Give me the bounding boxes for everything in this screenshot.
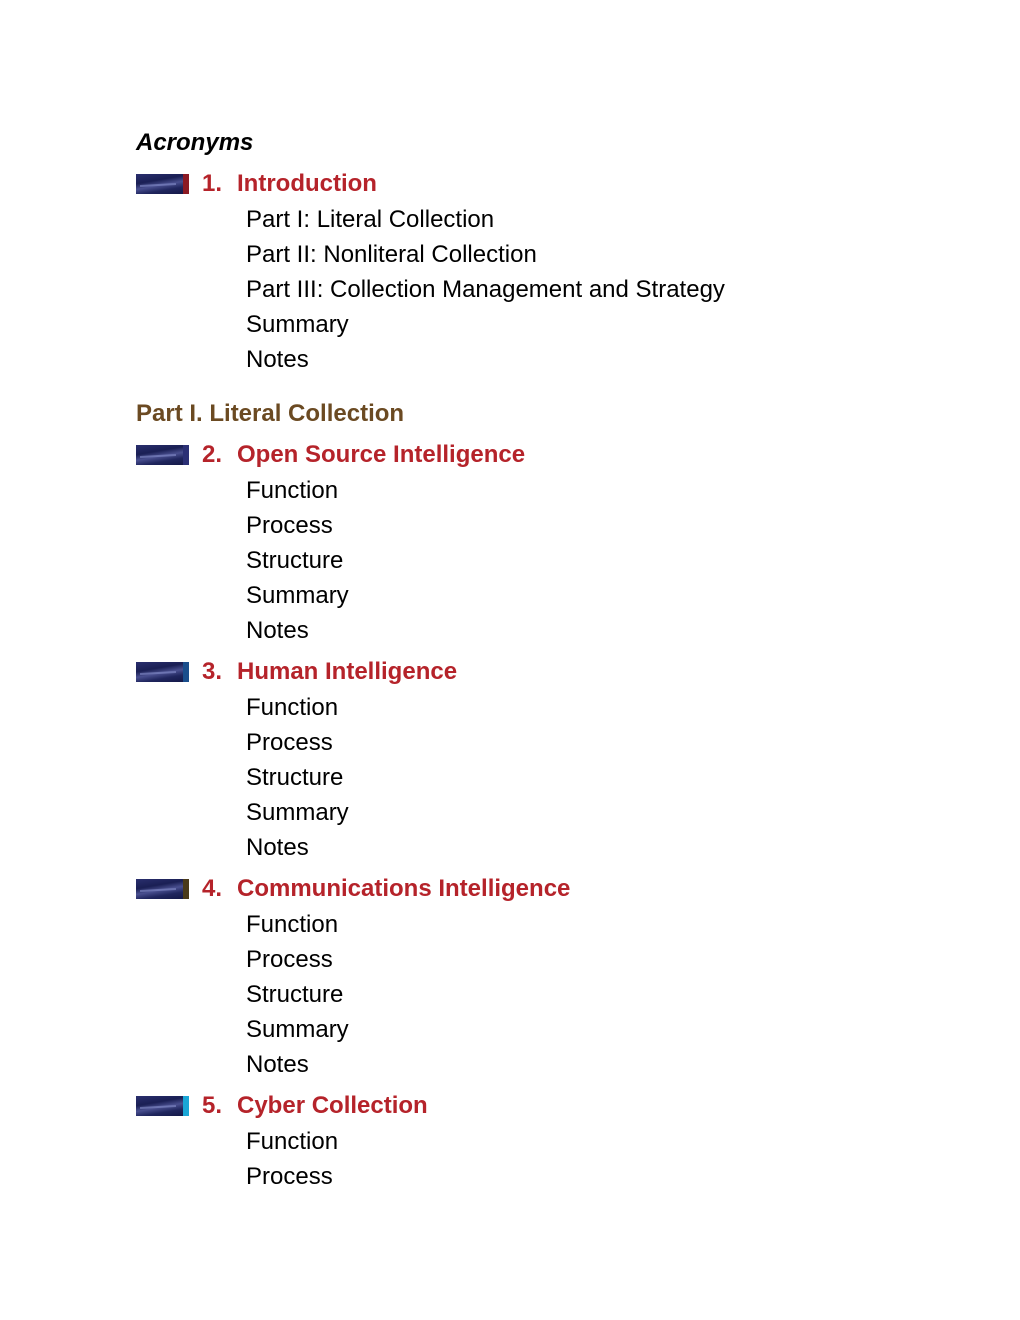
chapter-title-link[interactable]: Cyber Collection (237, 1092, 428, 1119)
chapter-title-link[interactable]: Human Intelligence (237, 658, 458, 685)
chapter-thumbnail-icon (136, 879, 189, 899)
thumbnail-stripe (183, 879, 189, 899)
section-link[interactable]: Notes (246, 617, 309, 644)
section-link[interactable]: Summary (246, 582, 349, 609)
section-link[interactable]: Structure (246, 981, 344, 1008)
thumbnail-stripe (183, 445, 189, 465)
chapter-heading[interactable] (136, 437, 936, 473)
section-link[interactable]: Function (246, 1128, 339, 1155)
thumbnail-art (136, 445, 183, 465)
section-link[interactable]: Part I: Literal Collection (246, 206, 495, 233)
chapter-thumbnail-icon (136, 662, 189, 682)
chapter-title-link[interactable]: Communications Intelligence (237, 875, 571, 902)
section-link[interactable]: Notes (246, 346, 309, 373)
chapter-entry (136, 654, 936, 865)
thumbnail-art (136, 662, 183, 682)
section-link[interactable]: Part II: Nonliteral Collection (246, 241, 537, 268)
section-link[interactable]: Summary (246, 311, 349, 338)
chapter-thumbnail-icon (136, 445, 189, 465)
chapter-thumbnail-icon (136, 174, 189, 194)
section-link[interactable]: Process (246, 729, 333, 756)
section-link[interactable]: Process (246, 946, 333, 973)
chapter-entry (136, 871, 936, 1082)
thumbnail-stripe (183, 662, 189, 682)
chapter-heading[interactable] (136, 166, 936, 202)
chapter-title-link[interactable]: Open Source Intelligence (237, 441, 526, 468)
section-link[interactable]: Part III: Collection Management and Strategy (246, 276, 725, 303)
section-link[interactable]: Function (246, 911, 339, 938)
section-link[interactable]: Process (246, 1163, 333, 1190)
part-heading[interactable]: Part I. Literal Collection (136, 400, 405, 427)
section-list (136, 202, 936, 377)
section-link[interactable]: Notes (246, 1051, 309, 1078)
chapter-entry (136, 1088, 936, 1194)
thumbnail-art (136, 879, 183, 899)
chapter-list (136, 166, 936, 1194)
chapter-number: 3. (202, 658, 223, 685)
thumbnail-art (136, 174, 183, 194)
chapter-heading[interactable] (136, 654, 936, 690)
chapter-entry (136, 437, 936, 648)
chapter-number: 4. (202, 875, 223, 902)
chapter-number: 1. (202, 170, 223, 197)
chapter-title-link[interactable]: Introduction (237, 170, 377, 197)
chapter-number: 5. (202, 1092, 223, 1119)
section-link[interactable]: Process (246, 512, 333, 539)
section-link[interactable]: Function (246, 477, 339, 504)
section-link[interactable]: Notes (246, 834, 309, 861)
section-list (136, 690, 936, 865)
section-link[interactable]: Structure (246, 764, 344, 791)
thumbnail-stripe (183, 1096, 189, 1116)
section-link[interactable]: Summary (246, 799, 349, 826)
acronyms-heading[interactable]: Acronyms (136, 129, 254, 156)
section-link[interactable]: Summary (246, 1016, 349, 1043)
section-list (136, 473, 936, 648)
section-list (136, 1124, 936, 1194)
table-of-contents (136, 126, 936, 1194)
chapter-heading[interactable] (136, 871, 936, 907)
thumbnail-stripe (183, 174, 189, 194)
chapter-number: 2. (202, 441, 223, 468)
spacer (136, 377, 936, 397)
chapter-heading[interactable] (136, 1088, 936, 1124)
section-list (136, 907, 936, 1082)
chapter-thumbnail-icon (136, 1096, 189, 1116)
chapter-entry (136, 166, 936, 377)
section-link[interactable]: Structure (246, 547, 344, 574)
thumbnail-art (136, 1096, 183, 1116)
section-link[interactable]: Function (246, 694, 339, 721)
